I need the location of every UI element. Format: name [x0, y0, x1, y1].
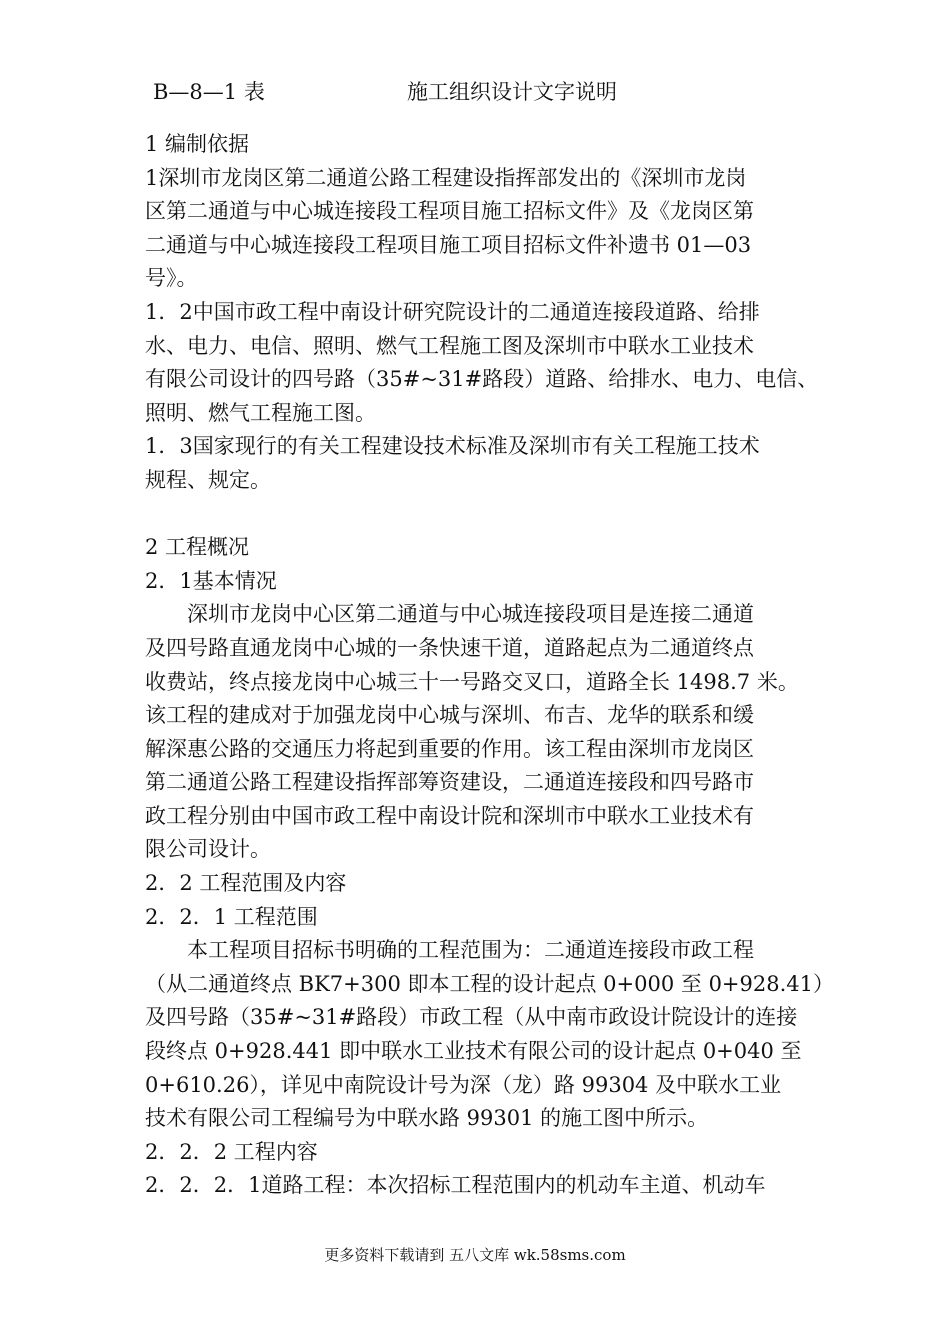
text-line: 段终点 0+928.441 即中联水工业技术有限公司的设计起点 0+040 至	[145, 1039, 802, 1064]
text-line: 1深圳市龙岗区第二通道公路工程建设指挥部发出的《深圳市龙岗	[145, 165, 747, 190]
text-line: 有限公司设计的四号路（35#~31#路段）道路、给排水、电力、电信、	[145, 367, 819, 392]
text-line: 该工程的建成对于加强龙岗中心城与深圳、布吉、龙华的联系和缓	[145, 703, 754, 728]
text-line: 深圳市龙岗中心区第二通道与中心城连接段项目是连接二通道	[187, 602, 754, 627]
text-line: 水、电力、电信、照明、燃气工程施工图及深圳市中联水工业技术	[145, 333, 754, 358]
text-line: 解深惠公路的交通压力将起到重要的作用。该工程由深圳市龙岗区	[145, 736, 754, 761]
text-line: 政工程分别由中国市政工程中南设计院和深圳市中联水工业技术有	[145, 803, 754, 828]
text-line: 号》。	[145, 266, 198, 291]
text-line: 本工程项目招标书明确的工程范围为：二通道连接段市政工程	[187, 938, 754, 963]
page-header	[145, 76, 845, 110]
text-line: 技术有限公司工程编号为中联水路 99301 的施工图中所示。	[145, 1106, 709, 1131]
text-line: 2．2．2．1道路工程：本次招标工程范围内的机动车主道、机动车	[145, 1173, 766, 1198]
text-line: 第二通道公路工程建设指挥部筹资建设，二通道连接段和四号路市	[145, 770, 754, 795]
subsection-heading: 2．2．1 工程范围	[145, 904, 318, 929]
subsection-heading: 2．2．2 工程内容	[145, 1139, 318, 1164]
text-line: 1．2中国市政工程中南设计研究院设计的二通道连接段道路、给排	[145, 299, 760, 324]
text-line: 及四号路直通龙岗中心城的一条快速干道，道路起点为二通道终点	[145, 635, 754, 660]
text-line: 二通道与中心城连接段工程项目施工项目招标文件补遗书 01—03	[145, 232, 752, 257]
text-line: 区第二通道与中心城连接段工程项目施工招标文件》及《龙岗区第	[145, 199, 754, 224]
page-footer: 更多资料下载请到 五八文库 wk.58sms.com	[324, 1246, 626, 1264]
text-line: 及四号路（35#~31#路段）市政工程（从中南市政设计院设计的连接	[145, 1005, 798, 1030]
document-title: 施工组织设计文字说明	[407, 80, 617, 104]
subsection-heading: 2．1基本情况	[145, 568, 277, 593]
text-line: 照明、燃气工程施工图。	[145, 400, 376, 425]
document-body	[145, 128, 835, 1203]
text-line: （从二通道终点 BK7+300 即本工程的设计起点 0+000 至 0+928.41）	[145, 971, 835, 996]
text-line: 1．3国家现行的有关工程建设技术标准及深圳市有关工程施工技术	[145, 434, 760, 459]
section-heading: 2 工程概况	[145, 535, 250, 560]
subsection-heading: 2．2 工程范围及内容	[145, 871, 347, 896]
form-code: B—8—1 表	[153, 80, 265, 104]
text-line: 收费站，终点接龙岗中心城三十一号路交叉口，道路全长 1498.7 米。	[145, 669, 799, 694]
text-line: 限公司设计。	[145, 837, 271, 862]
text-line: 规程、规定。	[145, 467, 271, 492]
blank-line	[145, 498, 835, 532]
section-heading: 1 编制依据	[145, 132, 250, 156]
text-line: 0+610.26），详见中南院设计号为深（龙）路 99304 及中联水工业	[145, 1072, 782, 1097]
